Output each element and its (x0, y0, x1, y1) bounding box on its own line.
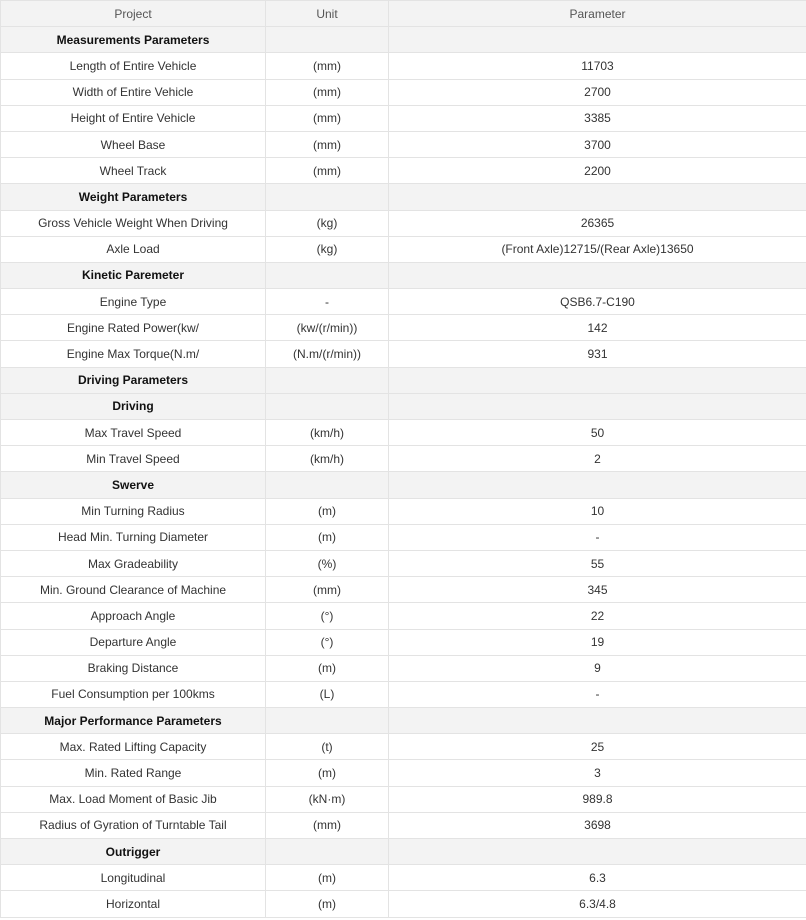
table-row (1, 131, 806, 157)
cell-unit: - (266, 289, 389, 315)
cell-project: Departure Angle (1, 629, 266, 655)
section-row (1, 708, 806, 734)
cell-parameter: 9 (389, 655, 806, 681)
cell-parameter: 2 (389, 446, 806, 472)
table-row (1, 289, 806, 315)
table-row (1, 498, 806, 524)
section-row (1, 184, 806, 210)
cell-unit: (m) (266, 891, 389, 917)
cell-project: Min Turning Radius (1, 498, 266, 524)
cell-project: Min Travel Speed (1, 446, 266, 472)
cell-project: Gross Vehicle Weight When Driving (1, 210, 266, 236)
cell-parameter: 3385 (389, 105, 806, 131)
cell-project: Head Min. Turning Diameter (1, 524, 266, 550)
cell-parameter: QSB6.7-C190 (389, 289, 806, 315)
table-row (1, 236, 806, 262)
cell-parameter: 25 (389, 734, 806, 760)
header-unit: Unit (266, 1, 389, 27)
cell-project: Max. Load Moment of Basic Jib (1, 786, 266, 812)
table-row (1, 577, 806, 603)
cell-parameter: - (389, 524, 806, 550)
table-row (1, 341, 806, 367)
cell-unit: (L) (266, 681, 389, 707)
cell-unit: (mm) (266, 158, 389, 184)
cell-project: Width of Entire Vehicle (1, 79, 266, 105)
table-row (1, 79, 806, 105)
table-header-row (1, 1, 806, 27)
cell-unit: (mm) (266, 79, 389, 105)
cell-parameter: 26365 (389, 210, 806, 236)
table-body (1, 27, 806, 917)
table-row (1, 550, 806, 576)
cell-unit: (kN·m) (266, 786, 389, 812)
section-unit-cell (266, 184, 389, 210)
section-label: Weight Parameters (1, 184, 266, 210)
cell-unit: (m) (266, 760, 389, 786)
table-row (1, 105, 806, 131)
cell-project: Length of Entire Vehicle (1, 53, 266, 79)
cell-project: Wheel Base (1, 131, 266, 157)
cell-project: Min. Rated Range (1, 760, 266, 786)
cell-unit: (mm) (266, 812, 389, 838)
cell-project: Max Gradeability (1, 550, 266, 576)
table-row (1, 891, 806, 917)
cell-project: Horizontal (1, 891, 266, 917)
section-parameter-cell (389, 472, 806, 498)
cell-unit: (N.m/(r/min)) (266, 341, 389, 367)
cell-parameter: 3698 (389, 812, 806, 838)
cell-parameter: 50 (389, 420, 806, 446)
table-row (1, 734, 806, 760)
table-row (1, 812, 806, 838)
cell-project: Height of Entire Vehicle (1, 105, 266, 131)
cell-parameter: 3700 (389, 131, 806, 157)
cell-project: Engine Type (1, 289, 266, 315)
cell-unit: (°) (266, 603, 389, 629)
cell-project: Axle Load (1, 236, 266, 262)
section-unit-cell (266, 839, 389, 865)
cell-project: Wheel Track (1, 158, 266, 184)
section-label: Major Performance Parameters (1, 708, 266, 734)
table-row (1, 524, 806, 550)
cell-parameter: (Front Axle)12715/(Rear Axle)13650 (389, 236, 806, 262)
section-label: Outrigger (1, 839, 266, 865)
cell-project: Engine Rated Power(kw/ (1, 315, 266, 341)
table-row (1, 53, 806, 79)
cell-unit: (kg) (266, 236, 389, 262)
header-parameter: Parameter (389, 1, 806, 27)
cell-project: Braking Distance (1, 655, 266, 681)
table-row (1, 315, 806, 341)
cell-unit: (mm) (266, 577, 389, 603)
cell-parameter: 10 (389, 498, 806, 524)
section-parameter-cell (389, 393, 806, 419)
table-row (1, 865, 806, 891)
section-parameter-cell (389, 708, 806, 734)
cell-unit: (m) (266, 655, 389, 681)
section-unit-cell (266, 472, 389, 498)
section-parameter-cell (389, 27, 806, 53)
section-row (1, 367, 806, 393)
section-label: Driving (1, 393, 266, 419)
cell-unit: (m) (266, 865, 389, 891)
table-row (1, 446, 806, 472)
section-label: Kinetic Paremeter (1, 262, 266, 288)
cell-parameter: 19 (389, 629, 806, 655)
cell-unit: (kg) (266, 210, 389, 236)
section-parameter-cell (389, 184, 806, 210)
section-unit-cell (266, 367, 389, 393)
cell-unit: (mm) (266, 131, 389, 157)
cell-parameter: 345 (389, 577, 806, 603)
cell-project: Radius of Gyration of Turntable Tail (1, 812, 266, 838)
section-label: Driving Parameters (1, 367, 266, 393)
cell-parameter: 22 (389, 603, 806, 629)
cell-unit: (mm) (266, 53, 389, 79)
section-unit-cell (266, 27, 389, 53)
cell-unit: (kw/(r/min)) (266, 315, 389, 341)
table-row (1, 760, 806, 786)
cell-unit: (m) (266, 498, 389, 524)
header-project: Project (1, 1, 266, 27)
table-row (1, 210, 806, 236)
cell-unit: (°) (266, 629, 389, 655)
cell-project: Approach Angle (1, 603, 266, 629)
cell-unit: (mm) (266, 105, 389, 131)
cell-parameter: 55 (389, 550, 806, 576)
section-label: Swerve (1, 472, 266, 498)
section-row (1, 393, 806, 419)
section-row (1, 839, 806, 865)
section-unit-cell (266, 393, 389, 419)
cell-unit: (km/h) (266, 446, 389, 472)
table-row (1, 655, 806, 681)
cell-project: Fuel Consumption per 100kms (1, 681, 266, 707)
section-unit-cell (266, 262, 389, 288)
cell-project: Engine Max Torque(N.m/ (1, 341, 266, 367)
table-row (1, 786, 806, 812)
section-unit-cell (266, 708, 389, 734)
table-row (1, 420, 806, 446)
cell-unit: (%) (266, 550, 389, 576)
cell-project: Max Travel Speed (1, 420, 266, 446)
section-label: Measurements Parameters (1, 27, 266, 53)
cell-parameter: 989.8 (389, 786, 806, 812)
section-parameter-cell (389, 839, 806, 865)
cell-parameter: 142 (389, 315, 806, 341)
cell-parameter: 11703 (389, 53, 806, 79)
cell-project: Max. Rated Lifting Capacity (1, 734, 266, 760)
cell-unit: (t) (266, 734, 389, 760)
cell-parameter: 2700 (389, 79, 806, 105)
table-row (1, 158, 806, 184)
section-parameter-cell (389, 367, 806, 393)
cell-project: Min. Ground Clearance of Machine (1, 577, 266, 603)
section-row (1, 27, 806, 53)
cell-unit: (km/h) (266, 420, 389, 446)
cell-parameter: 6.3/4.8 (389, 891, 806, 917)
cell-unit: (m) (266, 524, 389, 550)
table-row (1, 681, 806, 707)
cell-parameter: 931 (389, 341, 806, 367)
section-row (1, 262, 806, 288)
cell-parameter: - (389, 681, 806, 707)
cell-parameter: 3 (389, 760, 806, 786)
cell-parameter: 2200 (389, 158, 806, 184)
cell-project: Longitudinal (1, 865, 266, 891)
table-row (1, 603, 806, 629)
table-row (1, 629, 806, 655)
section-row (1, 472, 806, 498)
cell-parameter: 6.3 (389, 865, 806, 891)
section-parameter-cell (389, 262, 806, 288)
